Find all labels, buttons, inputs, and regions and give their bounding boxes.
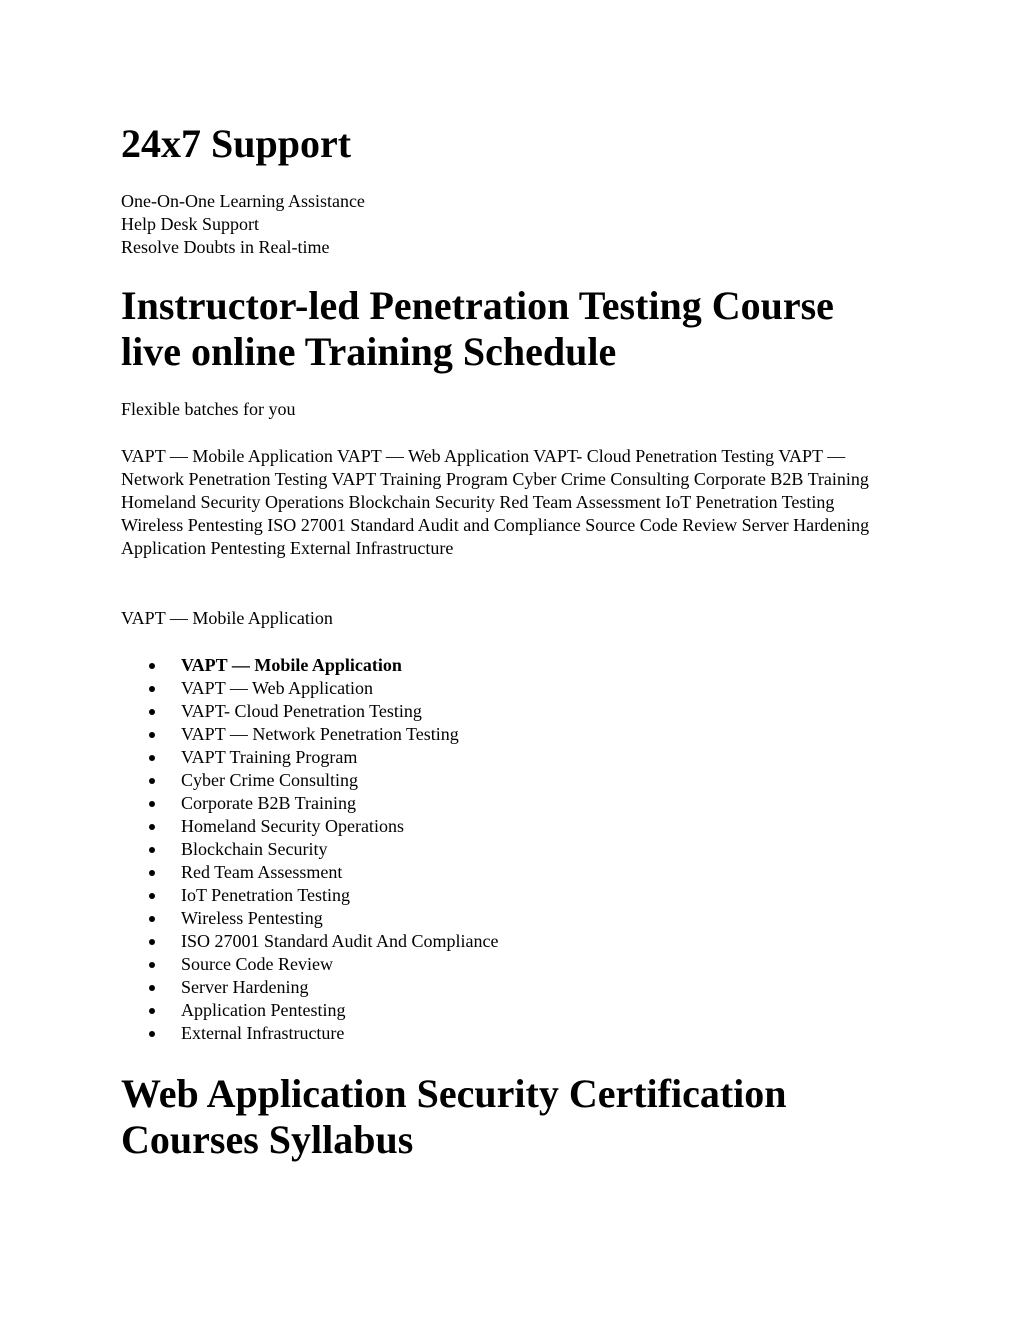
syllabus-heading-line-1: Web Application Security Certification — [121, 1071, 787, 1116]
bullet-icon — [149, 801, 155, 807]
selected-service-label: VAPT — Mobile Application — [121, 608, 333, 628]
bullet-icon — [149, 732, 155, 738]
bullet-icon — [149, 847, 155, 853]
bullet-icon — [149, 709, 155, 715]
syllabus-heading — [121, 1071, 881, 1163]
bullet-icon — [149, 893, 155, 899]
schedule-heading-line-2: live online Training Schedule — [121, 329, 617, 374]
service-list-item[interactable]: Cyber Crime Consulting — [121, 769, 498, 792]
support-feature-2: Help Desk Support — [121, 214, 259, 234]
bullet-icon — [149, 778, 155, 784]
service-list-item[interactable]: ISO 27001 Standard Audit And Compliance — [121, 930, 498, 953]
service-list-item[interactable]: VAPT — Web Application — [121, 677, 498, 700]
service-list-item[interactable]: Server Hardening — [121, 976, 498, 999]
bullet-icon — [149, 686, 155, 692]
service-list — [121, 654, 498, 1045]
service-list-item[interactable]: External Infrastructure — [121, 1022, 498, 1045]
bullet-icon — [149, 755, 155, 761]
support-feature-1: One-On-One Learning Assistance — [121, 191, 365, 211]
support-features — [121, 190, 881, 259]
bullet-icon — [149, 870, 155, 876]
bullet-icon — [149, 916, 155, 922]
schedule-subtitle: Flexible batches for you — [121, 399, 296, 419]
service-list-item[interactable]: Blockchain Security — [121, 838, 498, 861]
bullet-icon — [149, 1008, 155, 1014]
bullet-icon — [149, 985, 155, 991]
schedule-heading — [121, 283, 881, 375]
bullet-icon — [149, 962, 155, 968]
service-list-item[interactable]: VAPT — Network Penetration Testing — [121, 723, 498, 746]
schedule-heading-line-1: Instructor-led Penetration Testing Course — [121, 283, 834, 328]
service-list-item[interactable]: Application Pentesting — [121, 999, 498, 1022]
bullet-icon — [149, 663, 155, 669]
service-list-item[interactable]: VAPT Training Program — [121, 746, 498, 769]
service-list-item[interactable]: Corporate B2B Training — [121, 792, 498, 815]
service-list-item[interactable]: VAPT- Cloud Penetration Testing — [121, 700, 498, 723]
service-list-item[interactable]: Source Code Review — [121, 953, 498, 976]
service-list-item[interactable]: Wireless Pentesting — [121, 907, 498, 930]
support-feature-3: Resolve Doubts in Real-time — [121, 237, 330, 257]
services-tab-strip[interactable]: VAPT — Mobile Application VAPT — Web Application VAPT- Cloud Penetration Testing VAPT — Network Penetration Testing VAPT Training Program Cyber Crime Consulting Corporate B2B Training Homeland Security Operations Blockchain Security Red Team Assessment IoT Penetration Testing Wireless Pentesting ISO 27001 Standard Audit and Compliance Source Code Review Server Hardening Application Pentesting External Infrastructure — [121, 446, 870, 558]
bullet-icon — [149, 824, 155, 830]
bullet-icon — [149, 1031, 155, 1037]
service-list-item[interactable]: VAPT — Mobile Application — [121, 654, 498, 677]
service-list-item[interactable]: IoT Penetration Testing — [121, 884, 498, 907]
service-list-item[interactable]: Red Team Assessment — [121, 861, 498, 884]
syllabus-heading-line-2: Courses Syllabus — [121, 1117, 414, 1162]
support-heading: 24x7 Support — [121, 121, 352, 166]
bullet-icon — [149, 939, 155, 945]
service-list-item[interactable]: Homeland Security Operations — [121, 815, 498, 838]
